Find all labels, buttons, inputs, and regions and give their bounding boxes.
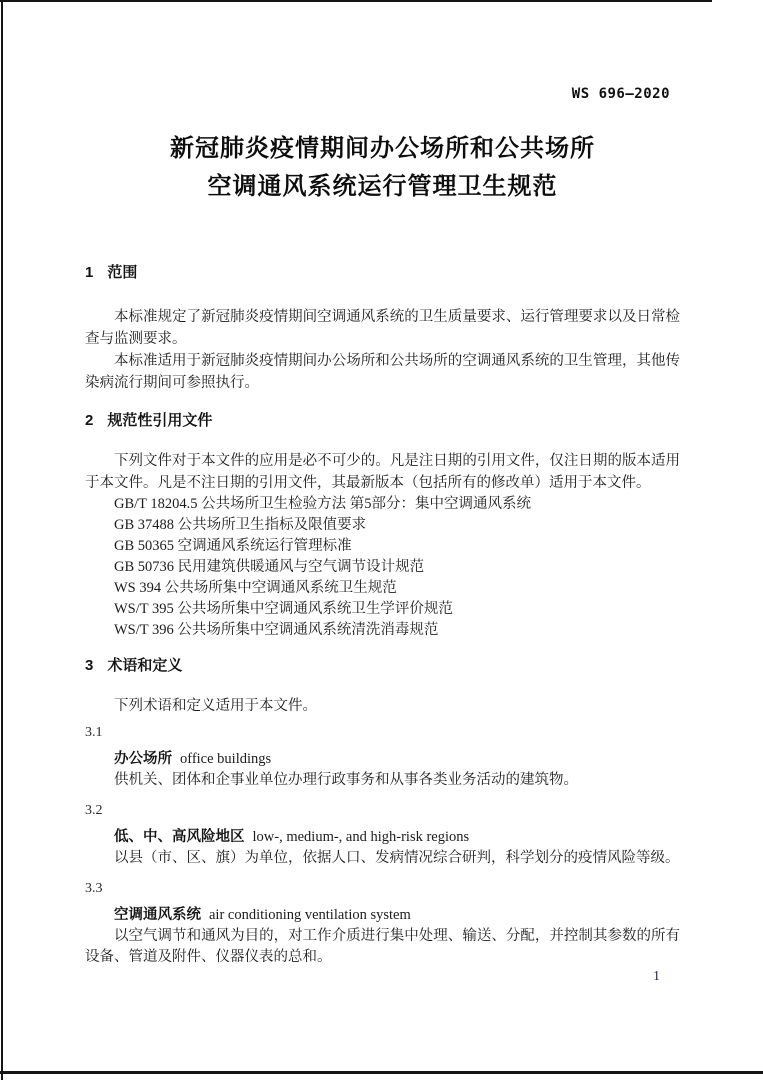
terms-intro: 下列术语和定义适用于本文件。 xyxy=(114,698,317,714)
page-content xyxy=(0,86,763,968)
term-zh: 空调通风系统 xyxy=(114,907,201,923)
standard-code: WS 696—2020 xyxy=(571,86,670,102)
term-definition: 以空气调节和通风为目的，对工作介质进行集中处理、输送、分配，并控制其参数的所有设备、管道及附件、仪器仪表的总和。 xyxy=(85,928,680,965)
section-terms-and-definitions xyxy=(85,657,680,968)
section-title: 术语和定义 xyxy=(107,657,183,674)
section-title: 规范性引用文件 xyxy=(107,412,213,429)
term-definition: 供机关、团体和企事业单位办理行政事务和从事各类业务活动的建筑物。 xyxy=(114,772,578,788)
title-line-2: 空调通风系统运行管理卫生规范 xyxy=(207,173,558,200)
reference-item: GB/T 18204.5 公共场所卫生检验方法 第5部分：集中空调通风系统 xyxy=(114,496,532,512)
reference-item: GB 37488 公共场所卫生指标及限值要求 xyxy=(114,517,367,533)
term-entry xyxy=(85,827,680,848)
page-number: 1 xyxy=(653,969,660,984)
page-edge-bottom xyxy=(0,1071,763,1074)
term-number: 3.2 xyxy=(85,803,103,818)
term-en: office buildings xyxy=(180,751,272,767)
reference-item: GB 50365 空调通风系统运行管理标准 xyxy=(114,538,352,554)
reference-item: GB 50736 民用建筑供暖通风与空气调节设计规范 xyxy=(114,559,425,575)
section-terms-heading xyxy=(85,657,680,675)
section-number: 3 xyxy=(85,657,94,674)
section-number: 1 xyxy=(85,264,94,281)
references-intro: 下列文件对于本文件的应用是必不可少的。凡是注日期的引用文件，仅注日期的版本适用于本文件。凡是不注日期的引用文件，其最新版本（包括所有的修改单）适用于本文件。 xyxy=(85,453,680,491)
term-number: 3.1 xyxy=(85,725,103,740)
term-number: 3.3 xyxy=(85,881,103,896)
section-number: 2 xyxy=(85,412,94,429)
term-definition: 以县（市、区、旗）为单位，依据人口、发病情况综合研判，科学划分的疫情风险等级。 xyxy=(114,850,680,866)
reference-item: WS/T 396 公共场所集中空调通风系统清洗消毒规范 xyxy=(114,622,439,638)
section-normative-references xyxy=(85,412,680,641)
section-references-heading xyxy=(85,412,680,430)
term-entry xyxy=(85,905,680,926)
term-zh: 办公场所 xyxy=(114,751,172,767)
page-edge-top xyxy=(0,0,712,2)
section-scope-heading xyxy=(85,264,680,282)
term-en: air conditioning ventilation system xyxy=(209,907,411,923)
term-en: low-, medium-, and high-risk regions xyxy=(252,829,470,845)
scope-paragraph: 本标准规定了新冠肺炎疫情期间空调通风系统的卫生质量要求、运行管理要求以及日常检查与监测要求。 xyxy=(85,309,680,347)
section-scope xyxy=(85,264,680,394)
title-line-1: 新冠肺炎疫情期间办公场所和公共场所 xyxy=(170,135,595,162)
section-title: 范围 xyxy=(107,264,138,281)
term-zh: 低、中、高风险地区 xyxy=(114,829,245,845)
term-entry xyxy=(85,749,680,770)
reference-item: WS 394 公共场所集中空调通风系统卫生规范 xyxy=(114,580,397,596)
reference-item: WS/T 395 公共场所集中空调通风系统卫生学评价规范 xyxy=(114,601,453,617)
scope-paragraph: 本标准适用于新冠肺炎疫情期间办公场所和公共场所的空调通风系统的卫生管理，其他传染病流行期间可参照执行。 xyxy=(85,353,680,391)
document-title xyxy=(85,130,680,206)
